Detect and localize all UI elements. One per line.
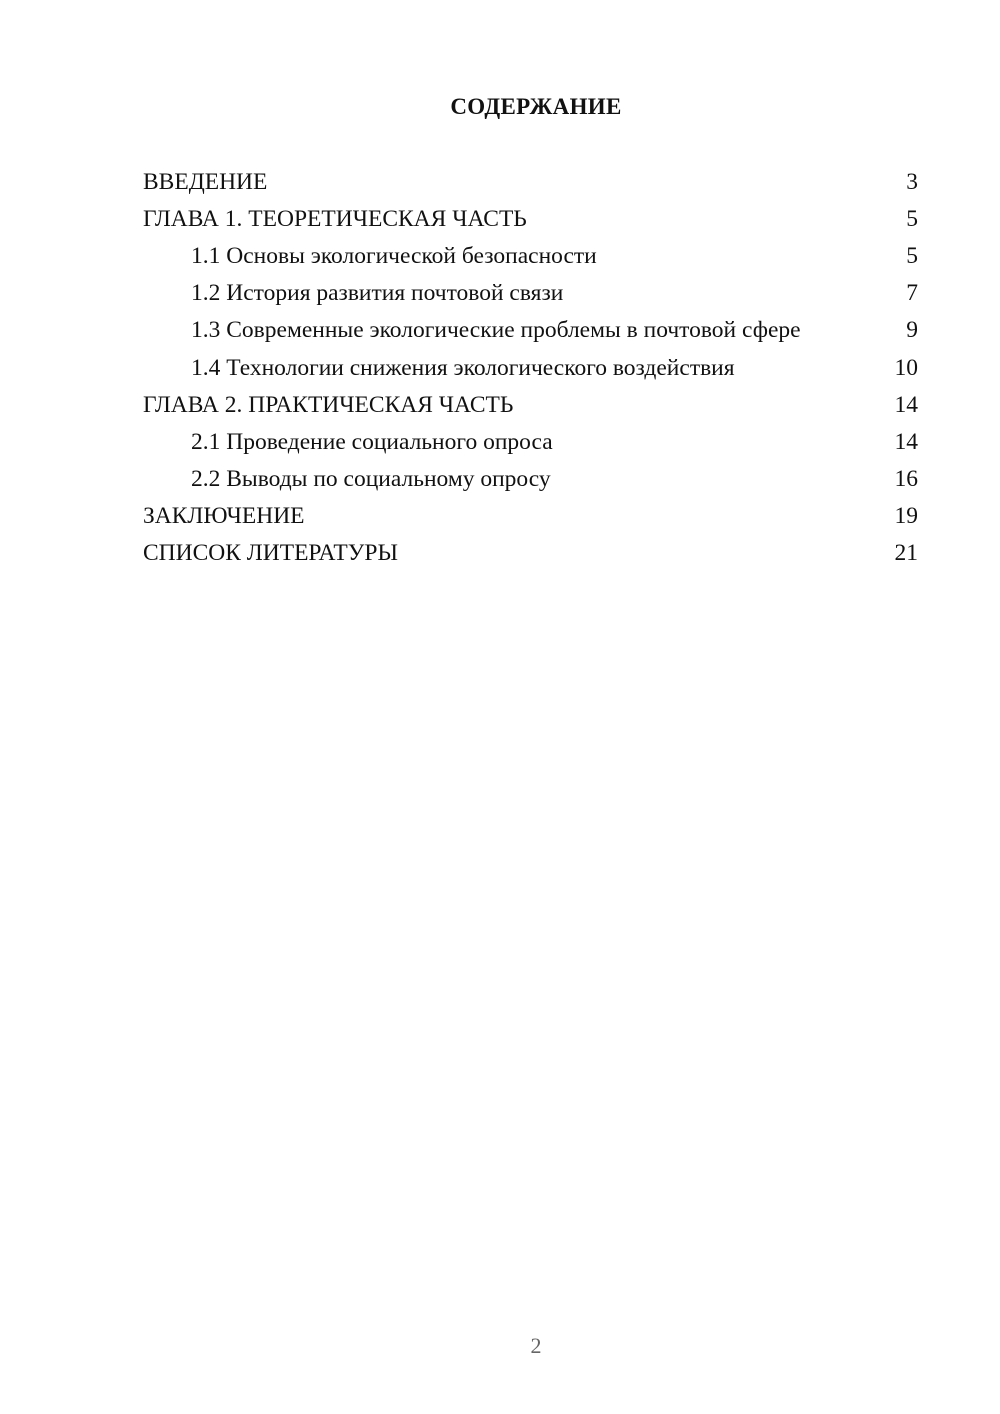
toc-entry-introduction[interactable]: [143, 169, 918, 195]
toc-entry-page: 14: [894, 429, 918, 455]
toc-entry-label: 1.2 История развития почтовой связи: [191, 280, 564, 306]
toc-entry-page: 14: [894, 392, 918, 418]
toc-entry-page: 5: [906, 206, 918, 232]
toc-title: СОДЕРЖАНИЕ: [450, 94, 622, 119]
toc-entry-label: 1.1 Основы экологической безопасности: [191, 243, 597, 269]
toc-entry-page: 5: [906, 243, 918, 269]
toc-entry-section-1-2[interactable]: [143, 280, 918, 306]
page-number: 2: [530, 1333, 542, 1358]
toc-entry-label: СПИСОК ЛИТЕРАТУРЫ: [143, 540, 398, 566]
toc-entry-page: 7: [906, 280, 918, 306]
toc-entry-page: 19: [894, 503, 918, 529]
toc-entry-chapter-2[interactable]: [143, 392, 918, 418]
toc-entry-section-2-1[interactable]: [143, 429, 918, 455]
toc-entry-section-1-3[interactable]: [143, 317, 918, 343]
toc-entry-label: 2.2 Выводы по социальному опросу: [191, 466, 551, 492]
table-of-contents: [143, 169, 918, 577]
toc-entry-label: ВВЕДЕНИЕ: [143, 169, 268, 195]
toc-entry-page: 3: [906, 169, 918, 195]
toc-entry-label: 1.4 Технологии снижения экологического воздействия: [191, 355, 735, 381]
toc-entry-label: ГЛАВА 2. ПРАКТИЧЕСКАЯ ЧАСТЬ: [143, 392, 514, 418]
toc-entry-page: 10: [894, 355, 918, 381]
toc-entry-section-1-1[interactable]: [143, 243, 918, 269]
toc-entry-section-2-2[interactable]: [143, 466, 918, 492]
toc-entry-section-1-4[interactable]: [143, 355, 918, 381]
toc-entry-bibliography[interactable]: [143, 540, 918, 566]
toc-entry-page: 16: [894, 466, 918, 492]
toc-entry-label: ЗАКЛЮЧЕНИЕ: [143, 503, 305, 529]
toc-entry-label: 1.3 Современные экологические проблемы в почтовой сфере: [191, 317, 801, 343]
toc-entry-chapter-1[interactable]: [143, 206, 918, 232]
toc-entry-page: 9: [906, 317, 918, 343]
toc-entry-page: 21: [894, 540, 918, 566]
toc-entry-label: 2.1 Проведение социального опроса: [191, 429, 553, 455]
toc-entry-label: ГЛАВА 1. ТЕОРЕТИЧЕСКАЯ ЧАСТЬ: [143, 206, 527, 232]
toc-entry-conclusion[interactable]: [143, 503, 918, 529]
